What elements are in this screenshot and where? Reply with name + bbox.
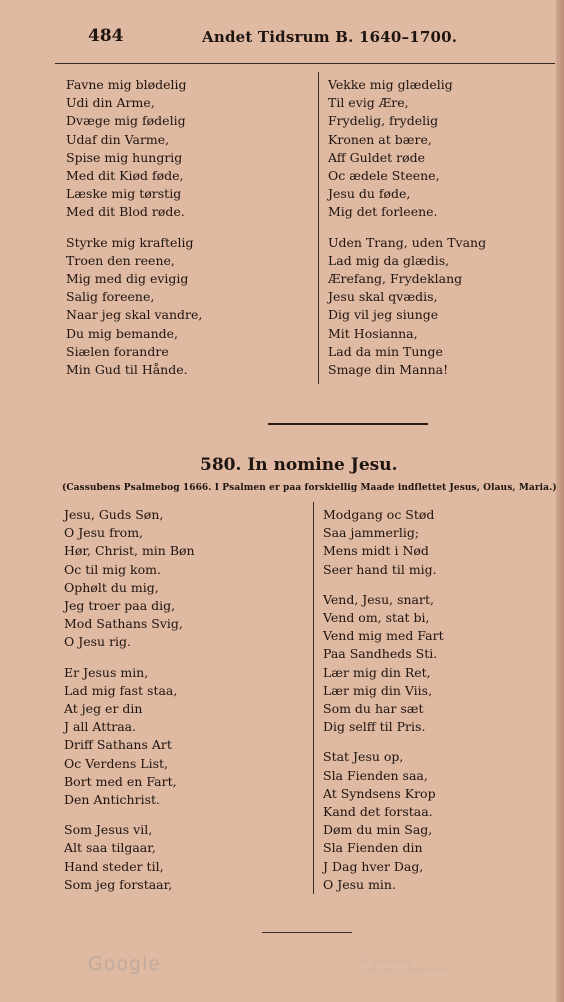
hymn-title: 580. In nomine Jesu.	[200, 455, 398, 475]
verse-line: Frydelig, frydelig	[328, 113, 439, 129]
verse-line: Seer hand til mig.	[323, 561, 437, 577]
bottom-right-column	[323, 506, 444, 906]
verse-line: Vend om, stat bi,	[323, 610, 430, 626]
verse-line: Min Gud til Hånde.	[66, 362, 188, 378]
verse-line: Jesu, Guds Søn,	[64, 507, 164, 522]
stanza	[328, 234, 486, 380]
verse-line: Dig vil jeg siunge	[328, 307, 439, 323]
verse-line: Lad da min Tunge	[328, 343, 443, 359]
verse-line: Kronen at bære,	[328, 131, 432, 147]
verse-line: O Jesu from,	[64, 525, 144, 541]
verse-line: Udi din Arme,	[66, 95, 155, 111]
bottom-column-divider	[313, 502, 314, 894]
verse-line: Med dit Kiød føde,	[66, 168, 184, 184]
hymn-note: (Cassubens Psalmebog 1666. I Psalmen er paa forskiellig Maade indflettet Jesus, Olaus, Maria.)	[62, 483, 557, 493]
verse-line: Ophølt du mig,	[64, 579, 159, 595]
library-watermark-line1: Original from	[360, 958, 413, 967]
verse-line: Er Jesus min,	[64, 664, 149, 680]
verse-line: Døm du min Sag,	[323, 822, 433, 838]
verse-line: Mit Hosianna,	[328, 325, 418, 341]
verse-line: Siælen forandre	[66, 343, 169, 359]
verse-line: Med dit Blod røde.	[66, 204, 185, 220]
verse-line: Aff Guldet røde	[328, 149, 425, 165]
verse-line: Stat Jesu op,	[323, 749, 404, 765]
verse-line: Favne mig blødelig	[66, 77, 187, 92]
verse-line: Den Antichrist.	[64, 792, 160, 808]
verse-line: Naar jeg skal vandre,	[66, 307, 203, 323]
verse-line: Oc Verdens List,	[64, 755, 169, 771]
verse-line: J all Attraa.	[64, 719, 137, 735]
google-watermark: Google	[88, 953, 162, 975]
page-number: 484	[88, 26, 124, 46]
verse-line: Mod Sathans Svig,	[64, 616, 183, 632]
verse-line: Styrke mig kraftelig	[66, 234, 194, 250]
verse-line: Du mig bemande,	[66, 325, 178, 341]
verse-line: Mig det forleene.	[328, 204, 438, 220]
page-edge	[556, 0, 564, 1002]
library-watermark-line2: HARVARD UNIVERSITY	[360, 967, 449, 976]
verse-line: Mig med dig evigig	[66, 271, 189, 287]
verse-line: Jesu du føde,	[328, 186, 411, 202]
stanza	[64, 506, 195, 652]
verse-line: Hand steder til,	[64, 858, 164, 874]
verse-line: Alt saa tilgaar,	[64, 840, 156, 856]
bottom-rule	[262, 932, 352, 933]
verse-line: Vekke mig glædelig	[328, 77, 453, 92]
top-left-column	[66, 76, 202, 391]
verse-line: Bort med en Fart,	[64, 773, 177, 789]
running-title: Andet Tidsrum B. 1640–1700.	[202, 28, 458, 46]
verse-line: Vend, Jesu, snart,	[323, 591, 434, 607]
stanza	[323, 506, 444, 579]
stanza	[323, 591, 444, 737]
verse-line: At Syndsens Krop	[323, 785, 436, 801]
verse-line: Lad mig fast staa,	[64, 682, 178, 698]
verse-line: Lær mig din Viis,	[323, 682, 433, 698]
verse-line: Udaf din Varme,	[66, 131, 170, 147]
stanza	[64, 664, 195, 810]
verse-line: Saa jammerlig;	[323, 525, 420, 541]
verse-line: Jesu skal qvædis,	[328, 289, 438, 305]
library-watermark	[360, 958, 449, 976]
stanza	[323, 748, 444, 894]
verse-line: Oc til mig kom.	[64, 561, 161, 577]
top-column-divider	[318, 72, 319, 384]
stanza	[66, 234, 202, 380]
verse-line: Driff Sathans Art	[64, 737, 172, 753]
verse-line: Som Jesus vil,	[64, 822, 153, 838]
page-header	[80, 26, 550, 50]
verse-line: At jeg er din	[64, 701, 143, 717]
bottom-left-column	[64, 506, 195, 906]
verse-line: Dvæge mig fødelig	[66, 113, 186, 129]
verse-line: Vend mig med Fart	[323, 628, 444, 644]
verse-line: Sla Fienden din	[323, 840, 423, 856]
verse-line: Oc ædele Steene,	[328, 168, 440, 184]
verse-line: Læske mig tørstig	[66, 186, 182, 202]
header-rule	[55, 63, 555, 64]
verse-line: Modgang oc Stød	[323, 507, 435, 522]
verse-line: Ærefang, Frydeklang	[328, 271, 463, 287]
verse-line: Sla Fienden saa,	[323, 767, 428, 783]
verse-line: J Dag hver Dag,	[323, 858, 424, 874]
verse-line: Hør, Christ, min Bøn	[64, 543, 195, 559]
verse-line: Jeg troer paa dig,	[64, 598, 176, 614]
verse-line: Troen den reene,	[66, 252, 175, 268]
stanza	[66, 76, 202, 222]
verse-line: O Jesu min.	[323, 876, 396, 892]
verse-line: Til evig Ære,	[328, 95, 409, 111]
verse-line: Dig selff til Pris.	[323, 719, 426, 735]
verse-line: Spise mig hungrig	[66, 149, 183, 165]
verse-line: Mens midt i Nød	[323, 543, 429, 559]
verse-line: Lær mig din Ret,	[323, 664, 431, 680]
verse-line: Paa Sandheds Sti.	[323, 646, 438, 662]
verse-line: Uden Trang, uden Tvang	[328, 234, 487, 250]
verse-line: Kand det forstaa.	[323, 804, 433, 820]
verse-line: Som du har sæt	[323, 701, 424, 717]
top-right-column	[328, 76, 486, 391]
verse-line: Smage din Manna!	[328, 362, 449, 378]
verse-line: O Jesu rig.	[64, 634, 132, 650]
verse-line: Salig foreene,	[66, 289, 155, 305]
verse-line: Som jeg forstaar,	[64, 876, 173, 892]
verse-line: Lad mig da glædis,	[328, 252, 450, 268]
stanza	[64, 821, 195, 894]
stanza	[328, 76, 486, 222]
section-divider	[268, 423, 428, 425]
